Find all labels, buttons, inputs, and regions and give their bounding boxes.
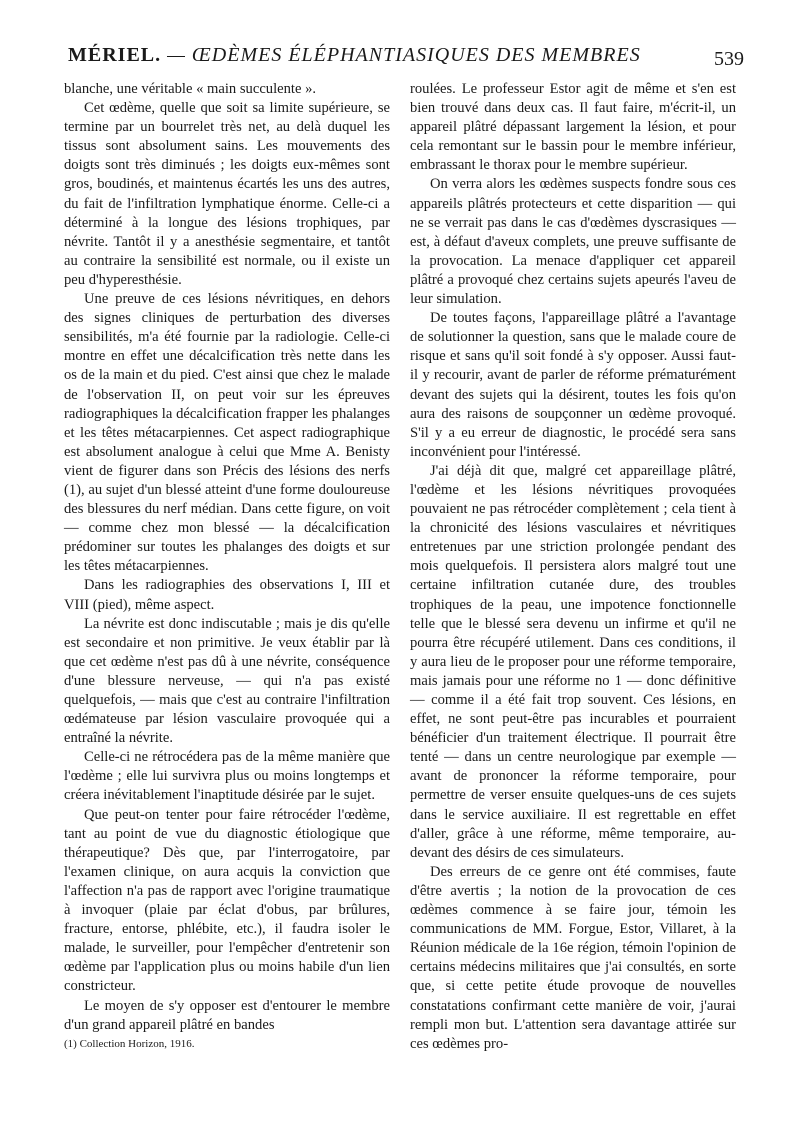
right-column [410, 80, 736, 1054]
page-header [68, 44, 744, 80]
paragraph: blanche, une véritable « main succulente ». [64, 81, 317, 97]
paragraph: Celle-ci ne rétrocédera pas de la même manière que l'œdème ; elle lui survivra plus ou moins longtemps et créera inévitablement l'inaptitude désirée par le sujet. [64, 749, 390, 804]
paragraph: Des erreurs de ce genre ont été commises, faute d'être avertis ; la notion de la provocation de ces œdèmes commence à se faire jour, témoin les communications de MM. Forgue, Estor, Villaret, à la Réunion médicale de la 16e région, témoin l'opinion de certains médecins militaires que j'ai consultés, en sorte que, si cette petite étude provoque de nouvelles constatations confirmant cette manière de voir, j'aurai rempli mon but. L'attention sera davantage attirée sur ces œdèmes pro- [410, 863, 736, 1052]
header-author: MÉRIEL. [68, 44, 162, 66]
paragraph: Cet œdème, quelle que soit sa limite supérieure, se termine par un bourrelet très net, au delà duquel les tissus sont absolument sains. Les mouvements des doigts sont très diminués ; les doigts eux-mêmes sont gros, boudinés, et maintenus écartés les uns des autres, du fait de l'infiltration lymphatique énorme. Celle-ci a déterminé à la longue des lésions trophiques, par névrite. Tantôt il y a anesthésie segmentaire, et tantôt au contraire la sensibilité est normale, ou il existe un peu d'hyperesthésie. [64, 100, 390, 288]
left-column [64, 80, 390, 1051]
paragraph: On verra alors les œdèmes suspects fondre sous ces appareils plâtrés protecteurs et cette disparition — qui ne se verrait pas dans le cas d'œdèmes dyscrasiques — est, à défaut d'aveux complets, une preuve suffisante de la provocation. La menace d'appliquer cet appareil plâtré a provoqué chez certains sujets apeurés l'aveu de leur simulation. [410, 176, 736, 308]
paragraph: Dans les radiographies des observations I, III et VIII (pied), même aspect. [64, 577, 390, 613]
paragraph: La névrite est donc indiscutable ; mais je dis qu'elle est secondaire et non primitive. Je veux établir par là que cet œdème n'est pas dû à une névrite, conséquence d'une blessure nerveuse, — qui n'a pas existé quelquefois, — mais que c'est au contraire l'infiltration œdémateuse par lésion vasculaire provoquée qui a entraîné la névrite. [64, 615, 390, 747]
header-title: — ŒDÈMES ÉLÉPHANTIASIQUES DES MEMBRES [167, 44, 641, 66]
running-title [68, 44, 641, 67]
footnote: (1) Collection Horizon, 1916. [64, 1037, 195, 1050]
paragraph: Que peut-on tenter pour faire rétrocéder l'œdème, tant au point de vue du diagnostic étiologique que thérapeutique? Dès que, par l'interrogatoire, par l'examen clinique, on aura acquis la conviction que l'affection n'a pas de rapport avec l'origine traumatique à invoquer (plaie par éclat d'obus, par brûlures, fracture, entorse, phlébite, etc.), il faudra isoler le malade, le surveiller, pour l'empêcher d'entretenir son œdème par l'application plus ou moins habile d'un lien constricteur. [64, 806, 390, 995]
paragraph: J'ai déjà dit que, malgré cet appareillage plâtré, l'œdème et les lésions névritiques provoquées pouvaient ne pas rétrocéder complètement ; cela tient à la chronicité des lésions vasculaires et névritiques entretenues par une striction prolongée pendant des mois quelquefois. Il persistera alors malgré tout une certaine infiltration cutanée dure, des troubles trophiques de la peau, une impotence fonctionnelle telle que le blessé sera devenu un infirme et qu'il ne pourra être récupéré utilement. Dans ces conditions, il y aura lieu de le proposer pour une réforme temporaire, mais jamais pour une réforme no 1 — donc définitive — comme il a été fait trop souvent. Ces lésions, en effet, ne sont peut-être pas incurables et pourraient bénéficier d'un traitement électrique. Il pourrait être tenté — dans un centre neurologique par exemple — avant de prononcer la réforme temporaire, pour permettre de verser ensuite quelques-uns de ces sujets dans le service auxiliaire. Il est regrettable en effet d'aller, grâce à une réforme, même temporaire, au-devant des désirs de ces simulateurs. [410, 462, 736, 861]
page-number: 539 [714, 48, 744, 70]
paragraph: Le moyen de s'y opposer est d'entourer le membre d'un grand appareil plâtré en bandes [64, 997, 390, 1033]
paragraph: Une preuve de ces lésions névritiques, en dehors des signes cliniques de perturbation des diverses sensibilités, m'a été fournie par la radiologie. Celle-ci montre en effet une décalcification très nette dans les os de la main et du pied. C'est ainsi que chez le malade de l'observation II, on peut voir sur les épreuves radiographiques la décalcification frapper les phalanges et les têtes métacarpiennes. Cet aspect radiographique est absolument analogue à celui que Mme A. Benisty vient de figurer dans son Précis des lésions des nerfs (1), au sujet d'un blessé atteint d'une forme douloureuse des blessures du nerf médian. Dans cette figure, on voit — comme chez mon blessé — la décalcification prédominer sur toutes les phalanges des doigts et sur les têtes métacarpiennes. [64, 291, 390, 575]
paragraph: De toutes façons, l'appareillage plâtré a l'avantage de solutionner la question, sans que le malade coure de risque et sans qu'il soit fondé à s'y opposer. Aussi faut-il y recourir, avant de parler de réforme prématurément devant des sujets qui la désirent, toutes les fois qu'on aura des raisons de soupçonner un œdème provoqué. S'il y a eu erreur de diagnostic, le procédé sera sans inconvénient pour l'intéressé. [410, 310, 736, 460]
paragraph: roulées. Le professeur Estor agit de même et s'en est bien trouvé dans deux cas. Il faut faire, m'écrit-il, un appareil plâtré dépassant largement la lésion, et pour cela remontant sur le bassin pour le membre inférieur, embrassant le thorax pour le membre supérieur. [410, 81, 736, 174]
